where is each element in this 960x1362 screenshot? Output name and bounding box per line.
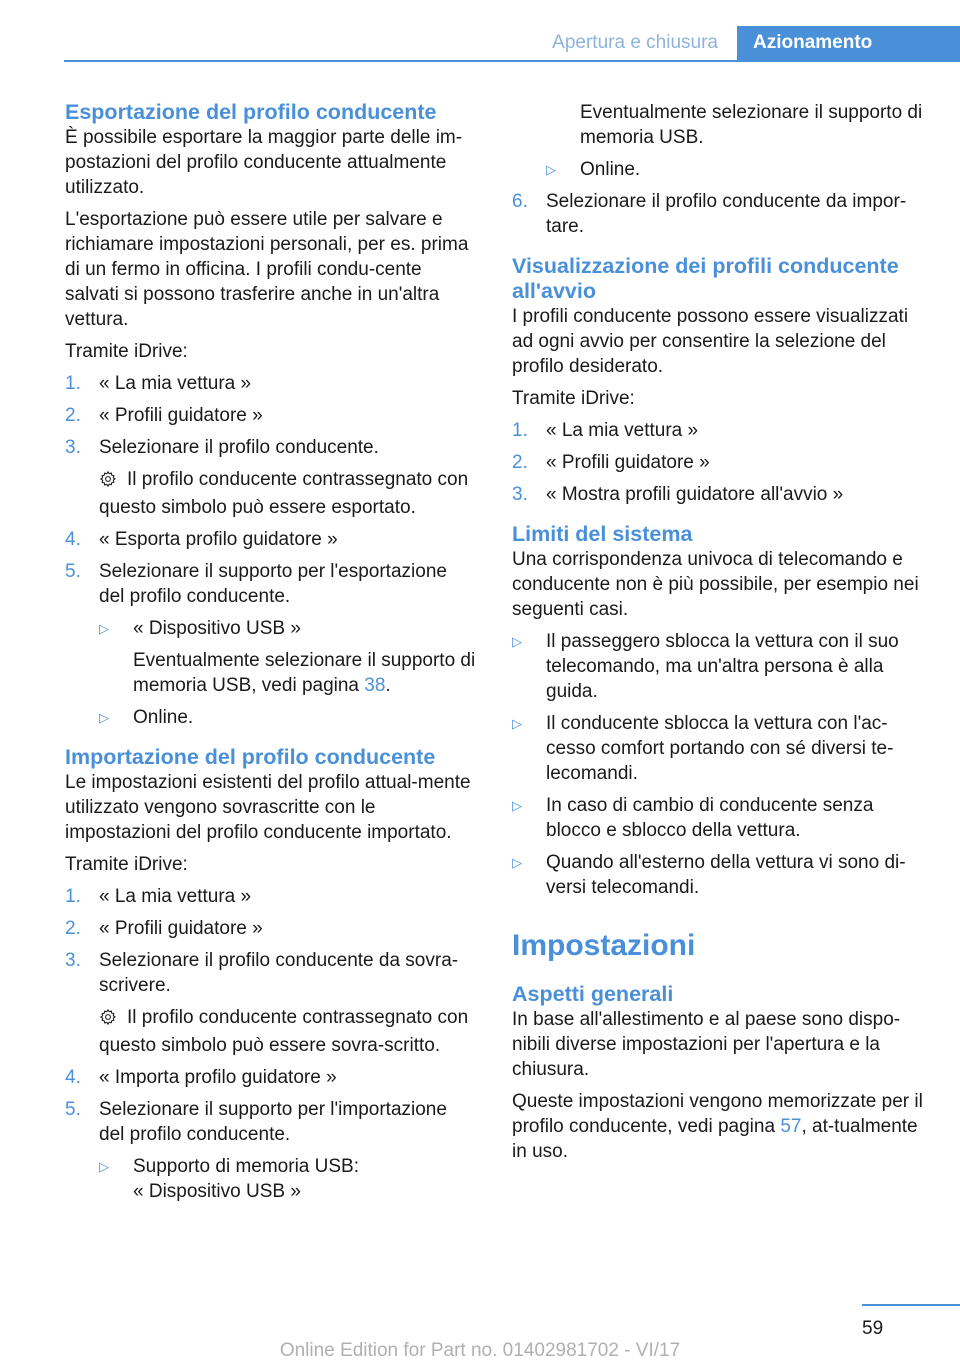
option-text: Online. — [580, 159, 641, 180]
page-number: 59 — [862, 1318, 884, 1339]
right-column — [512, 100, 932, 1171]
triangle-right-icon: ▷ — [546, 162, 556, 177]
item-text: Il conducente sblocca la vettura con l'ac-cesso comfort portando con sé diversi te-lecomandi. — [546, 713, 894, 784]
import-paragraph-1: Le impostazioni esistenti del profilo attual-mente utilizzato vengono sovrascritte con le impostazioni del profilo conducente importato. — [65, 772, 471, 843]
option-text: « Dispositivo USB » — [133, 1181, 301, 1202]
header-section-title: Apertura e chiusura — [552, 32, 718, 53]
export-step3-note — [65, 467, 477, 520]
export-via-idrive: Tramite iDrive: — [65, 341, 188, 362]
item-text: Il passeggero sblocca la vettura con il suo telecomando, ma un'altra persona è alla guida. — [546, 631, 899, 702]
step-text: Selezionare il profilo conducente da impor-tare. — [546, 191, 907, 237]
triangle-right-icon: ▷ — [512, 634, 522, 649]
step-text: Selezionare il profilo conducente da sovra-scrivere. — [99, 950, 459, 996]
step-number: 2. — [65, 918, 81, 939]
usb-note: Eventualmente selezionare il supporto di memoria USB. — [580, 102, 923, 148]
step-text: Selezionare il profilo conducente. — [99, 437, 379, 458]
triangle-right-icon: ▷ — [512, 716, 522, 731]
display-via-idrive: Tramite iDrive: — [512, 388, 635, 409]
step-text: « La mia vettura » — [99, 373, 252, 394]
triangle-right-icon: ▷ — [99, 710, 109, 725]
step-text: « Profili guidatore » — [99, 918, 263, 939]
item-text: Quando all'esterno della vettura vi sono di-versi telecomandi. — [546, 852, 906, 898]
export-heading: Esportazione del profilo conducente — [65, 100, 437, 124]
list-item — [99, 705, 477, 730]
export-medium-options — [65, 616, 477, 730]
step-text: « Esporta profilo guidatore » — [99, 529, 338, 550]
list-item — [512, 482, 932, 507]
display-paragraph-1: I profili conducente possono essere visualizzati ad ogni avvio per consentire la selezione del profilo desiderato. — [512, 306, 909, 377]
note-text: Il profilo conducente contrassegnato con questo simbolo può essere esportato. — [99, 469, 469, 518]
left-column — [65, 100, 477, 1211]
list-item — [65, 371, 477, 396]
list-item — [512, 711, 932, 786]
import-via-idrive: Tramite iDrive: — [65, 854, 188, 875]
paragraph-text: Queste impostazioni vengono memorizzate per il profilo conducente, vedi pagina — [512, 1091, 923, 1137]
step-number: 1. — [65, 373, 81, 394]
list-item — [65, 435, 477, 460]
export-paragraph-1: È possibile esportare la maggior parte delle im-postazioni del profilo conducente attualmente utilizzato. — [65, 127, 463, 198]
list-item — [65, 1065, 477, 1090]
step-text: Selezionare il supporto per l'esportazione del profilo conducente. — [99, 561, 447, 607]
limits-list — [512, 629, 932, 900]
settings-heading: Aspetti generali — [512, 982, 674, 1006]
header-rule — [64, 60, 960, 62]
page-number-rule — [862, 1304, 960, 1306]
step-number: 3. — [65, 950, 81, 971]
display-steps — [512, 418, 932, 507]
step-number: 4. — [65, 529, 81, 550]
settings-title: Impostazioni — [512, 929, 696, 962]
import-medium-options — [65, 1154, 477, 1204]
paragraph-text: , at-tualmente in uso. — [512, 1116, 918, 1162]
import-step3-note — [65, 1005, 477, 1058]
option-text: Supporto di memoria USB: — [133, 1156, 359, 1177]
step-number: 5. — [65, 1099, 81, 1120]
list-item — [512, 189, 932, 239]
export-paragraph-2: L'esportazione può essere utile per salvare e richiamare impostazioni personali, per es. prima di un fermo in officina. I profili condu-cente salvati si possono trasferire anche in un'altra vettura. — [65, 209, 469, 330]
page-link[interactable]: 38 — [364, 675, 386, 696]
list-item — [99, 616, 477, 641]
list-item — [512, 450, 932, 475]
list-item — [65, 884, 477, 909]
step-text: « La mia vettura » — [546, 420, 699, 441]
usb-note: Eventualmente selezionare il supporto di memoria USB, vedi pagina 38. — [133, 650, 476, 696]
list-item — [65, 948, 477, 998]
item-text: In caso di cambio di conducente senza blocco e sblocco della vettura. — [546, 795, 874, 841]
gear-icon — [99, 470, 117, 495]
export-steps — [65, 371, 477, 730]
import-steps — [65, 884, 477, 1204]
triangle-right-icon: ▷ — [99, 1159, 109, 1174]
triangle-right-icon: ▷ — [512, 798, 522, 813]
step-number: 5. — [65, 561, 81, 582]
limits-paragraph-1: Una corrispondenza univoca di telecomando e conducente non è più possibile, per esempio nei seguenti casi. — [512, 549, 919, 620]
option-text: « Dispositivo USB » — [133, 618, 301, 639]
step-number: 1. — [512, 420, 528, 441]
page-link[interactable]: 57 — [780, 1116, 802, 1137]
list-item — [65, 527, 477, 552]
option-text: Online. — [133, 707, 194, 728]
list-item — [65, 403, 477, 428]
footer-edition-note: Online Edition for Part no. 01402981702 - VI/17 — [279, 1340, 681, 1361]
header-chapter-tab: Azionamento — [737, 26, 960, 60]
step-text: « Importa profilo guidatore » — [99, 1067, 337, 1088]
step-text: « Profili guidatore » — [546, 452, 710, 473]
settings-paragraph-2 — [512, 1089, 932, 1164]
list-item — [512, 850, 932, 900]
triangle-right-icon: ▷ — [512, 855, 522, 870]
step-number: 3. — [512, 484, 528, 505]
limits-heading: Limiti del sistema — [512, 522, 693, 546]
list-item — [512, 629, 932, 704]
list-item — [546, 157, 932, 182]
step-number: 4. — [65, 1067, 81, 1088]
list-item — [65, 1097, 477, 1147]
triangle-right-icon: ▷ — [99, 621, 109, 636]
list-item — [65, 559, 477, 609]
note-text: Il profilo conducente contrassegnato con questo simbolo può essere sovra-scritto. — [99, 1007, 469, 1056]
step-text: « La mia vettura » — [99, 886, 252, 907]
step-number: 6. — [512, 191, 528, 212]
list-item — [512, 418, 932, 443]
step-number: 3. — [65, 437, 81, 458]
settings-paragraph-1: In base all'allestimento e al paese sono dispo-nibili diverse impostazioni per l'apertura e la chiusura. — [512, 1009, 901, 1080]
import-heading: Importazione del profilo conducente — [65, 745, 436, 769]
step-number: 2. — [65, 405, 81, 426]
step-number: 1. — [65, 886, 81, 907]
list-item — [99, 1154, 477, 1204]
note-text: Eventualmente selezionare il supporto di memoria USB, vedi pagina — [133, 650, 476, 696]
step-number: 2. — [512, 452, 528, 473]
gear-icon — [99, 1008, 117, 1033]
list-item — [512, 793, 932, 843]
step-text: « Profili guidatore » — [99, 405, 263, 426]
list-item — [65, 916, 477, 941]
step-text: Selezionare il supporto per l'importazione del profilo conducente. — [99, 1099, 447, 1145]
step-text: « Mostra profili guidatore all'avvio » — [546, 484, 844, 505]
import-medium-options-cont — [512, 100, 932, 182]
display-heading: Visualizzazione dei profili conducente all'avvio — [512, 254, 899, 303]
